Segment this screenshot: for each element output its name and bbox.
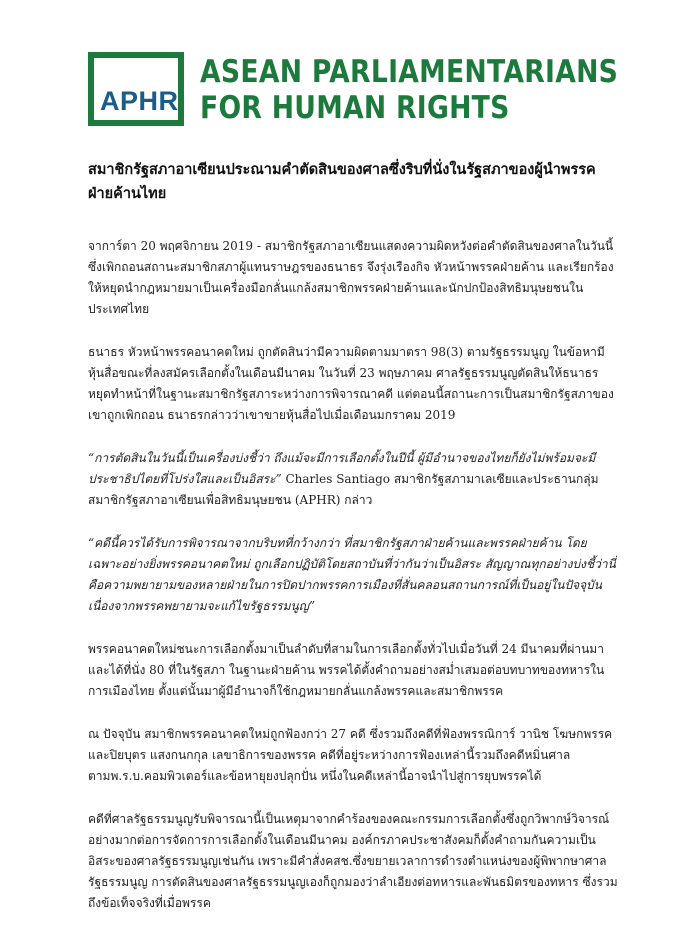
logo-line-1: ASEAN PARLIAMENTARIANS (200, 54, 619, 90)
paragraph-2: ธนาธร หัวหน้าพรรคอนาคตใหม่ ถูกตัดสินว่ามีความผิดตามมาตรา 98(3) ตามรัฐธรรมนูญ ในข้อหามีหุ้นสื่อขณะที่ลงสมัครเลือกตั้งในเดือนมีนาคม ในวันที่ 23 พฤษภาคม ศาลรัฐธรรมนูญตัดสินให้ธนาธรหยุดทำหน้าที่ในฐานะสมาชิกรัฐสภาระหว่างการพิจารณาคดี แต่ตอนนี้สถานะการเป็นสมาชิกรัฐสภาของเขาถูกเพิกถอน ธนาธรกล่าวว่าเขาขายหุ้นสื่อไปเมื่อเดือนมกราคม 2019 (88, 345, 614, 422)
paragraph-7: คดีที่ศาลรัฐธรรมนูญรับพิจารณานี้เป็นเหตุมาจากคำร้องของคณะกรรมการเลือกตั้งซึ่งถูกวิพากษ์วิจารณ์อย่างมากต่อการจัดการการเลือกตั้งในเดือนมีนาคม องค์กรภาคประชาสังคมก็ตั้งคำถามกันความเป็นอิสระของศาลรัฐธรรมนูญเช่นกัน เพราะมีคำสั่งคสช.ซึ่งขยายเวลาการดำรงตำแหน่งของผู้พิพากษาศาลรัฐธรรมนูญ การตัดสินของศาลรัฐธรรมนูญเองก็ถูกมองว่าลำเอียงต่อทหารและพันธมิตรของทหาร ซึ่งรวมถึงข้อเท็จจริงที่เมื่อพรรค (88, 812, 618, 910)
logo-line-2: FOR HUMAN RIGHTS (200, 90, 510, 126)
article-title: สมาชิกรัฐสภาอาเซียนประณามคำตัดสินของศาลซึ่งริบที่นั่งในรัฐสภาของผู้นำพรรคฝ่ายค้านไทย (88, 161, 596, 202)
paragraph-1: จาการ์ตา 20 พฤศจิกายน 2019 - สมาชิกรัฐสภาอาเซียนแสดงความผิดหวังต่อคำตัดสินของศาลในวันนี้ซึ่งเพิกถอนสถานะสมาชิกสภาผู้แทนราษฎรของธนาธร จึงรุ่งเรืองกิจ หัวหน้าพรรคฝ่ายค้าน และเรียกร้องให้หยุดนำกฎหมายมาเป็นเครื่องมือกลั่นแกล้งสมาชิกพรรคฝ่ายค้านและนักปกป้องสิทธิมนุษยชนในประเทศไทย (88, 239, 614, 316)
paragraph-3 (88, 448, 618, 511)
paragraph-6: ณ ปัจจุบัน สมาชิกพรรคอนาคตใหม่ถูกฟ้องกว่า 27 คดี ซึ่งรวมถึงคดีที่ฟ้องพรรณิการ์ วานิช โฆษกพรรค และปิยบุตร แสงกนกกุล เลขาธิการของพรรค คดีที่อยู่ระหว่างการฟ้องเหล่านี้รวมถึงคดีหมิ่นศาล ตามพ.ร.บ.คอมพิวเตอร์และข้อหายุยงปลุกปั่น หนึ่งในคดีเหล่านี้อาจนำไปสู่การยุบพรรคได้ (88, 727, 613, 783)
article-body (88, 158, 618, 936)
quote-attribution: Charles Santiago สมาชิกรัฐสภามาเลเซียและประธานกลุ่มสมาชิกรัฐสภาอาเซียนเพื่อสิทธิมนุษยชน (APHR) กล่าว (88, 472, 599, 507)
paragraph-4-quote: “คดีนี้ควรได้รับการพิจารณาจากบริบทที่กว้างกว่า ที่สมาชิกรัฐสภาฝ่ายค้านและพรรคฝ่ายค้าน โดยเฉพาะอย่างยิ่งพรรคอนาคตใหม่ ถูกเลือกปฏิบัติโดยสถาบันที่ว่ากันว่าเป็นอิสระ สัญญาณทุกอย่างบ่งชี้ว่านี่คือความพยายามของหลายฝ่ายในการปิดปากพรรคการเมืองที่สั่นคลอนสถานการณ์ที่เป็นอยู่ในปัจจุบัน เนื่องจากพรรคพยายามจะแก้ไขรัฐธรรมนูญ” (88, 536, 616, 613)
logo-acronym: APHR (100, 86, 179, 116)
quote-santiago: “การตัดสินในวันนี้เป็นเครื่องบ่งชี้ว่า ถึงแม้จะมีการเลือกตั้งในปีนี้ ผู้มีอำนาจของไทยก็ยังไม่พร้อมจะมีประชาธิปไตยที่โปร่งใสและเป็นอิสระ” (88, 451, 596, 486)
logo-wordmark (200, 54, 618, 126)
aphr-logo (88, 52, 648, 130)
paragraph-5: พรรคอนาคตใหม่ชนะการเลือกตั้งมาเป็นลำดับที่สามในการเลือกตั้งทั่วไปเมื่อวันที่ 24 มีนาคมที่ผ่านมา และได้ที่นั่ง 80 ที่ในรัฐสภา ในฐานะฝ่ายค้าน พรรคได้ตั้งคำถามอย่างสม่ำเสมอต่อบทบาทของทหารในการเมืองไทย ตั้งแต่นั้นมาผู้มีอำนาจก็ใช้กฎหมายกลั่นแกล้งพรรคและสมาชิกพรรค (88, 642, 605, 698)
